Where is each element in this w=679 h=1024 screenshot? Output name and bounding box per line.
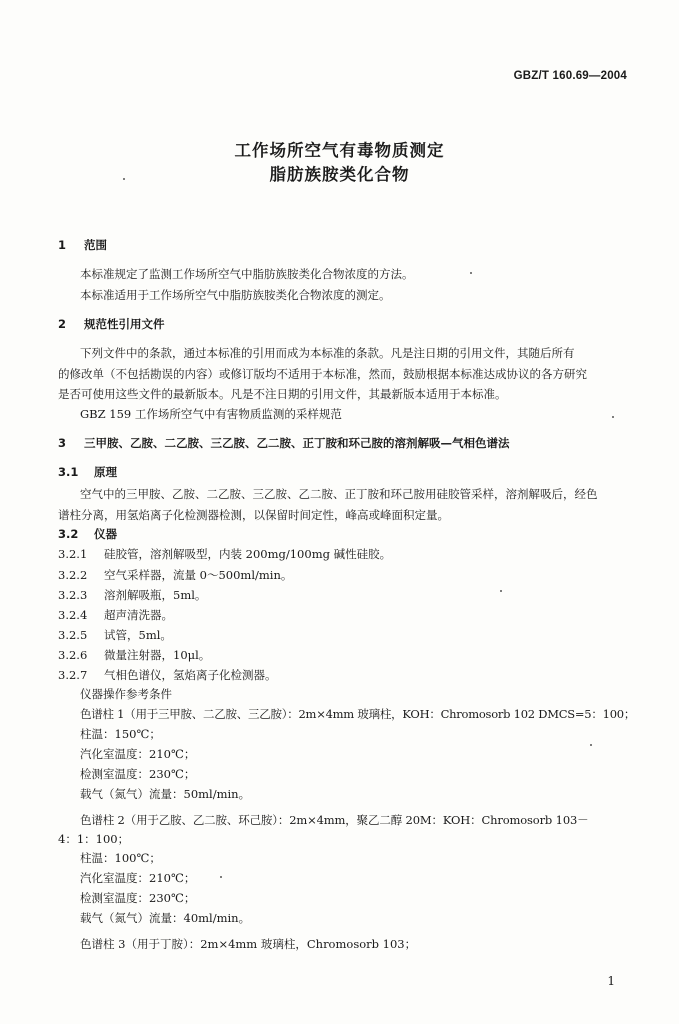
instrument-item — [58, 567, 639, 583]
item-number: 3.2.1 — [58, 547, 88, 561]
standard-code: GBZ/T 160.69—2004 — [513, 70, 627, 82]
section-number: 1 — [58, 238, 67, 252]
column-2-spec-line1: 色谱柱 2（用于乙胺、乙二胺、环己胺）：2m×4mm，聚乙二醇 20M：KOH：Chromosorb 103－ — [80, 813, 589, 827]
instrument-item — [58, 647, 639, 663]
column-2-carrier-gas: 载气（氮气）流量：40ml/min。 — [80, 911, 251, 925]
scan-speck — [612, 416, 614, 418]
subsection-title: 原理 — [94, 465, 117, 479]
item-text: 试管，5ml。 — [104, 628, 172, 642]
subsection-3-1-line1: 空气中的三甲胺、乙胺、二乙胺、三乙胺、乙二胺、正丁胺和环己胺用硅胶管采样，溶剂解吸后，经色 — [80, 487, 598, 501]
subsection-3-1-heading — [58, 464, 639, 480]
column-1-spec: 色谱柱 1（用于三甲胺、二乙胺、三乙胺）：2m×4mm 玻璃柱，KOH：Chromosorb 102 DMCS=5：100； — [80, 707, 636, 721]
subsection-3-1-line2: 谱柱分离，用氢焰离子化检测器检测，以保留时间定性，峰高或峰面积定量。 — [58, 508, 449, 522]
item-number: 3.2.6 — [58, 648, 88, 662]
item-number: 3.2.4 — [58, 608, 88, 622]
section-1-paragraph-1: 本标准规定了监测工作场所空气中脂肪族胺类化合物浓度的方法。 — [80, 267, 414, 281]
section-1-paragraph-2: 本标准适用于工作场所空气中脂肪族胺类化合物浓度的测定。 — [80, 288, 391, 302]
document-title-line1: 工作场所空气有毒物质测定 — [234, 141, 445, 160]
column-3-spec: 色谱柱 3（用于丁胺）：2m×4mm 玻璃柱，Chromosorb 103； — [80, 937, 417, 951]
section-2-reference: GBZ 159 工作场所空气中有害物质监测的采样规范 — [80, 407, 342, 421]
item-text: 空气采样器，流量 0～500ml/min。 — [104, 568, 293, 582]
scan-speck — [123, 178, 125, 180]
scan-speck — [470, 272, 472, 274]
section-title: 三甲胺、乙胺、二乙胺、三乙胺、乙二胺、正丁胺和环己胺的溶剂解吸—气相色谱法 — [84, 436, 510, 450]
item-text: 超声清洗器。 — [104, 608, 173, 622]
item-text: 硅胶管，溶剂解吸型，内装 200mg/100mg 碱性硅胶。 — [104, 547, 392, 561]
section-number: 2 — [58, 317, 67, 331]
item-number: 3.2.7 — [58, 668, 88, 682]
column-1-detector-temp: 检测室温度：230℃； — [80, 767, 196, 781]
scan-speck — [500, 590, 502, 592]
column-2-vaporizer-temp: 汽化室温度：210℃； — [80, 871, 196, 885]
scan-speck — [590, 744, 592, 746]
conditions-heading: 仪器操作参考条件 — [80, 687, 172, 701]
item-text: 溶剂解吸瓶，5ml。 — [104, 588, 207, 602]
item-text: 气相色谱仪，氢焰离子化检测器。 — [104, 668, 277, 682]
column-1-vaporizer-temp: 汽化室温度：210℃； — [80, 747, 196, 761]
subsection-title: 仪器 — [94, 527, 117, 541]
section-2-paragraph-line3: 是否可使用这些文件的最新版本。凡是不注日期的引用文件，其最新版本适用于本标准。 — [58, 387, 507, 401]
section-2-paragraph-line1: 下列文件中的条款，通过本标准的引用而成为本标准的条款。凡是注日期的引用文件，其随后所有 — [80, 346, 575, 360]
column-2-detector-temp: 检测室温度：230℃； — [80, 891, 196, 905]
instrument-item — [58, 627, 639, 643]
instrument-item — [58, 607, 639, 623]
subsection-number: 3.2 — [58, 527, 79, 541]
section-2-paragraph-line2: 的修改单（不包括勘误的内容）或修订版均不适用于本标准，然而，鼓励根据本标准达成协议的各方研究 — [58, 367, 587, 381]
section-title: 规范性引用文件 — [84, 317, 165, 331]
item-number: 3.2.3 — [58, 588, 88, 602]
instrument-item — [58, 587, 639, 603]
section-title: 范围 — [84, 238, 107, 252]
item-text: 微量注射器，10μl。 — [104, 648, 211, 662]
instrument-item — [58, 546, 639, 562]
scan-speck — [220, 876, 222, 878]
column-1-temperature: 柱温：150℃； — [80, 727, 161, 741]
section-2-heading — [58, 316, 639, 332]
document-title-line2: 脂肪族胺类化合物 — [269, 165, 410, 184]
column-2-spec-line2: 4：1：100； — [58, 832, 130, 846]
subsection-number: 3.1 — [58, 465, 79, 479]
page-number: 1 — [607, 974, 615, 988]
column-1-carrier-gas: 载气（氮气）流量：50ml/min。 — [80, 787, 251, 801]
instrument-item — [58, 667, 639, 683]
subsection-3-2-heading — [58, 526, 639, 542]
section-3-heading — [58, 435, 639, 451]
item-number: 3.2.5 — [58, 628, 88, 642]
section-number: 3 — [58, 436, 67, 450]
column-2-temperature: 柱温：100℃； — [80, 851, 161, 865]
item-number: 3.2.2 — [58, 568, 88, 582]
section-1-heading — [58, 237, 639, 253]
